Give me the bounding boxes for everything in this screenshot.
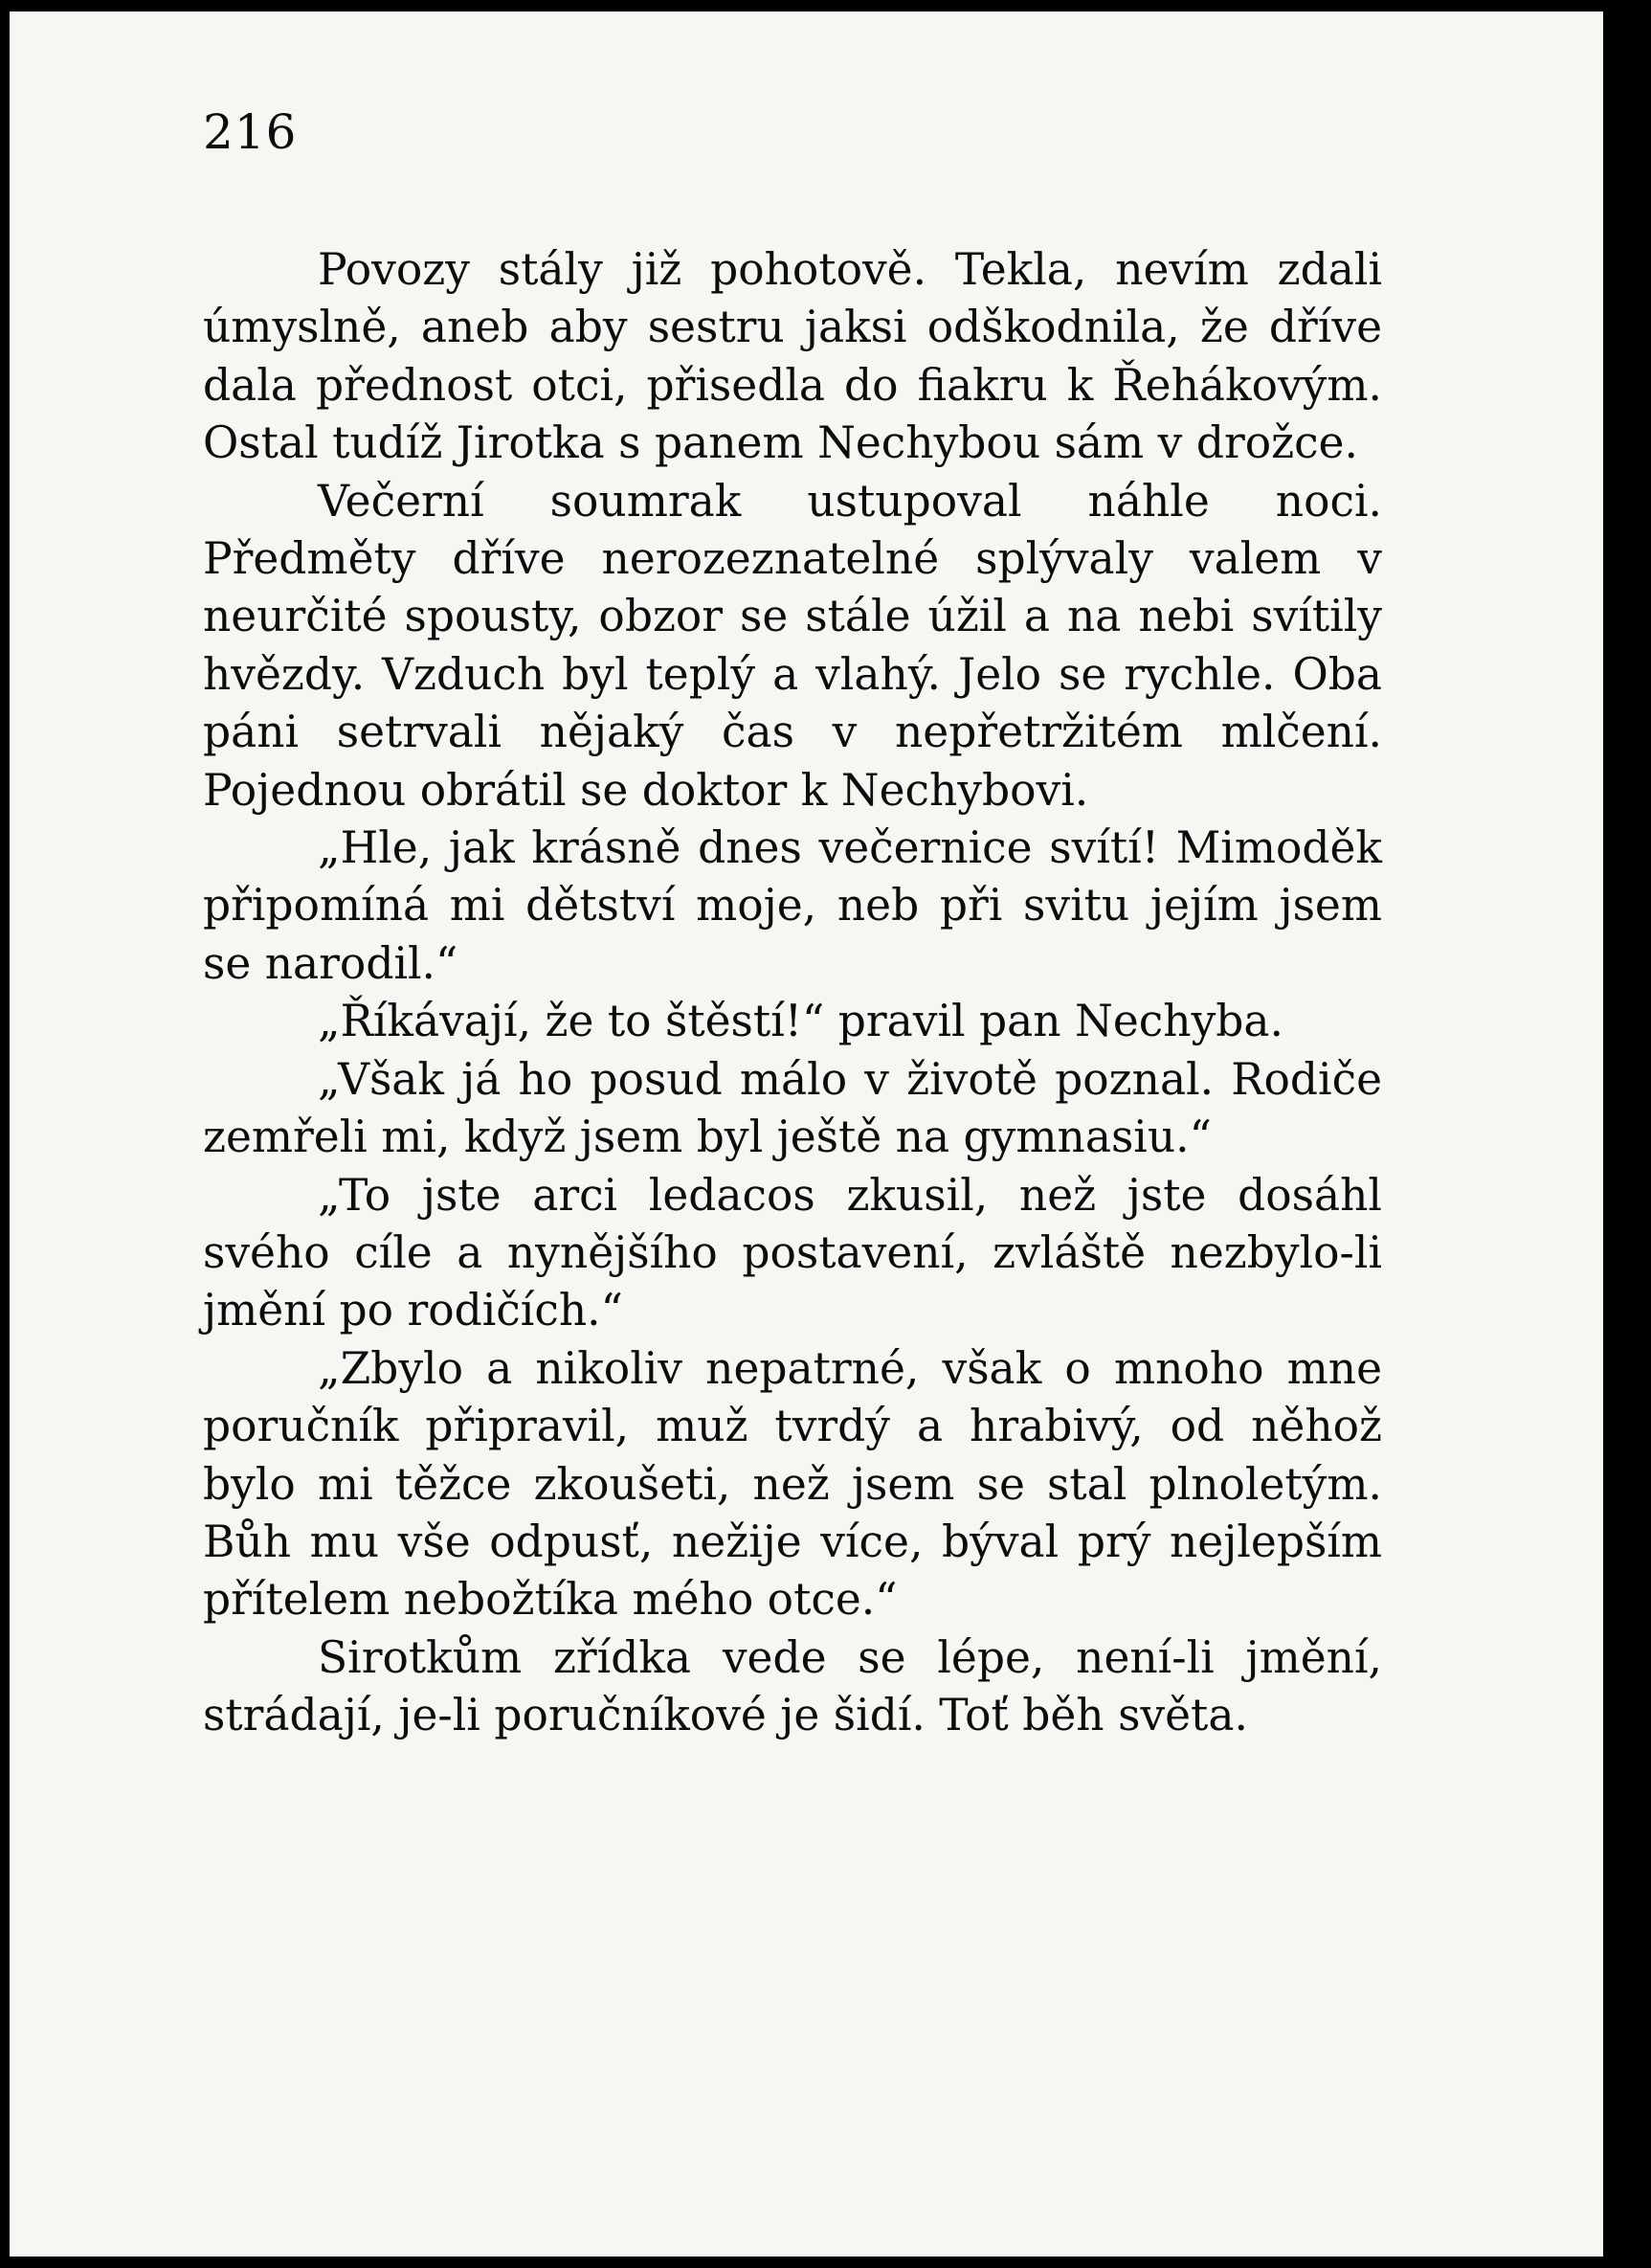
paragraph: Povozy stály již pohotově. Tekla, nevím zdali úmyslně, aneb aby sestru jaksi odškodnila, že dříve dala přednost otci, přisedla do fiakru k Řehákovým. Ostal tudíž Jirotka s panem Nechybou sám v drožce. [203,244,1382,469]
paragraph: „Hle, jak krásně dnes večernice svítí! Mimoděk připomíná mi dětství moje, neb při svitu jejím jsem se narodil.“ [203,822,1382,989]
paragraph: „Zbylo a nikoliv nepatrné, však o mnoho mne poručník připravil, muž tvrdý a hrabivý, od něhož bylo mi těžce zkoušeti, než jsem se stal plnoletým. Bůh mu vše odpusť, nežije více, býval prý nejlepším přítelem nebožtíka mého otce.“ [203,1342,1382,1626]
paragraph: Večerní soumrak ustupoval náhle noci. Předměty dříve nerozeznatelné splývaly valem v neurčité spousty, obzor se stále úžil a na nebi svítily hvězdy. Vzduch byl teplý a vlahý. Jelo se rychle. Oba páni setrvali nějaký čas v nepřetržitém mlčení. Pojednou obrátil se doktor k Nechybovi. [203,475,1382,816]
body-text [203,241,1382,1745]
paragraph: Sirotkům zřídka vede se lépe, není-li jmění, strádají, je-li poručníkové je šidí. Toť běh světa. [203,1631,1382,1741]
scan-edge [1613,0,1651,2268]
book-page [10,11,1603,2257]
page-number: 216 [203,104,298,160]
paragraph: „Však já ho posud málo v životě poznal. Rodiče zemřeli mi, když jsem byl ještě na gymnasiu.“ [203,1053,1382,1163]
paragraph: „To jste arci ledacos zkusil, než jste dosáhl svého cíle a nynějšího postavení, zvláště nezbylo-li jmění po rodičích.“ [203,1169,1382,1336]
paragraph: „Říkávají, že to štěstí!“ pravil pan Nechyba. [318,996,1283,1047]
